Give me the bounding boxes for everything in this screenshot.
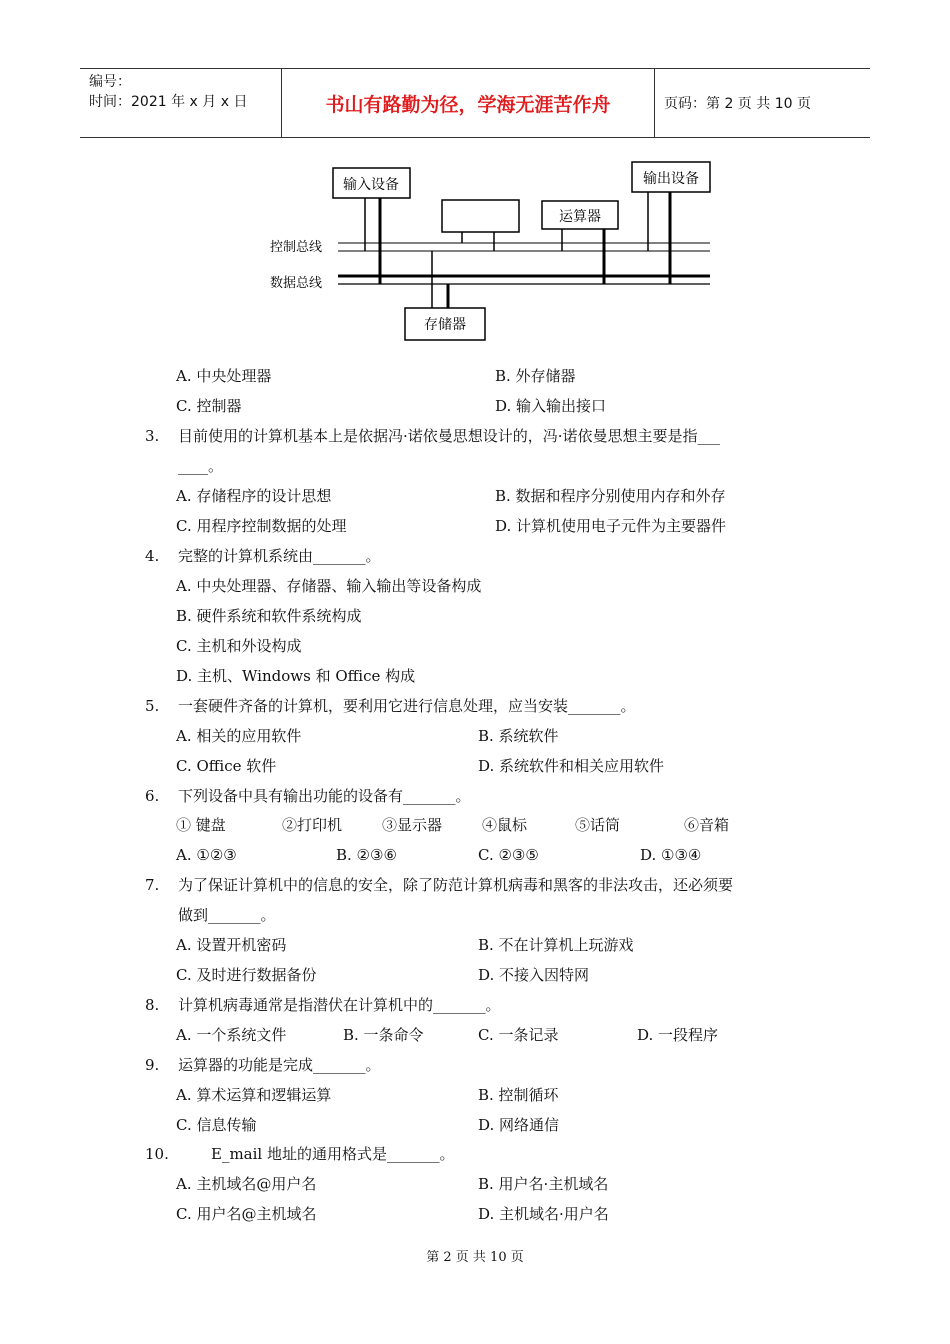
alu-label: 运算器	[559, 209, 601, 225]
q5-option-c: C. Office 软件	[176, 757, 277, 775]
q8-option-a: A. 一个系统文件	[176, 1026, 287, 1044]
q7-option-d: D. 不接入因特网	[478, 966, 590, 984]
q6-number: 6.	[145, 787, 160, 805]
q10-number: 10.	[145, 1145, 169, 1163]
memory-label: 存储器	[424, 317, 466, 333]
q9-option-d: D. 网络通信	[478, 1116, 560, 1134]
q6-item-1: ① 键盘	[176, 816, 226, 834]
q6-stem: 下列设备中具有输出功能的设备有_______。	[178, 787, 471, 805]
q5-option-d: D. 系统软件和相关应用软件	[478, 757, 665, 775]
q6-item-5: ⑤话筒	[575, 816, 621, 834]
q5-number: 5.	[145, 697, 160, 715]
q6-item-2: ②打印机	[282, 816, 343, 834]
q3-number: 3.	[145, 427, 160, 445]
q8-option-b: B. 一条命令	[343, 1026, 424, 1044]
q8-option-c: C. 一条记录	[478, 1026, 559, 1044]
q10-stem: E_mail 地址的通用格式是_______。	[211, 1145, 455, 1163]
q9-stem: 运算器的功能是完成_______。	[178, 1056, 381, 1074]
q6-item-3: ③显示器	[382, 816, 443, 834]
page-header	[80, 68, 870, 138]
q10-option-a: A. 主机域名@用户名	[176, 1175, 317, 1193]
header-meta	[80, 69, 282, 137]
page-footer: 第 2 页 共 10 页	[426, 1250, 524, 1265]
q9-option-b: B. 控制循环	[478, 1086, 559, 1104]
q5-option-a: A. 相关的应用软件	[176, 727, 302, 745]
header-motto: 书山有路勤为径，学海无涯苦作舟	[282, 69, 655, 137]
output-device-label: 输出设备	[643, 171, 699, 187]
data-bus-label: 数据总线	[270, 276, 323, 291]
q6-option-c: C. ②③⑤	[478, 846, 539, 864]
q6-option-a: A. ①②③	[176, 846, 237, 864]
q3-option-b: B. 数据和程序分别使用内存和外存	[495, 487, 726, 505]
q7-stem-line2: 做到_______。	[178, 906, 276, 924]
q4-option-b: B. 硬件系统和软件系统构成	[176, 607, 362, 625]
q5-stem: 一套硬件齐备的计算机，要利用它进行信息处理，应当安装_______。	[178, 697, 636, 715]
q7-option-a: A. 设置开机密码	[176, 936, 287, 954]
q6-item-4: ④鼠标	[482, 816, 528, 834]
q10-option-d: D. 主机域名·用户名	[478, 1205, 609, 1223]
q9-number: 9.	[145, 1056, 160, 1074]
q8-number: 8.	[145, 996, 160, 1014]
computer-architecture-diagram	[260, 150, 720, 350]
control-bus-label: 控制总线	[270, 240, 323, 255]
q4-number: 4.	[145, 547, 160, 565]
q2-option-b: B. 外存储器	[495, 367, 576, 385]
q10-option-b: B. 用户名·主机域名	[478, 1175, 609, 1193]
q6-item-6: ⑥音箱	[684, 816, 730, 834]
q7-option-b: B. 不在计算机上玩游戏	[478, 936, 634, 954]
q3-option-d: D. 计算机使用电子元件为主要器件	[495, 517, 727, 535]
blank-box	[442, 200, 519, 232]
q7-stem-line1: 为了保证计算机中的信息的安全，除了防范计算机病毒和黑客的非法攻击，还必须要	[178, 876, 734, 894]
q7-number: 7.	[145, 876, 160, 894]
q8-option-d: D. 一段程序	[637, 1026, 719, 1044]
doc-number-label: 编号：	[89, 74, 131, 90]
q4-stem: 完整的计算机系统由_______。	[178, 547, 381, 565]
q4-option-d: D. 主机、Windows 和 Office 构成	[176, 667, 416, 685]
q6-option-d: D. ①③④	[640, 846, 702, 864]
q3-option-a: A. 存储程序的设计思想	[176, 487, 332, 505]
q3-option-c: C. 用程序控制数据的处理	[176, 517, 347, 535]
q2-option-d: D. 输入输出接口	[495, 397, 607, 415]
q6-option-b: B. ②③⑥	[336, 846, 397, 864]
doc-time-label: 时间：2021 年 x 月 x 日	[89, 94, 248, 110]
q10-option-c: C. 用户名@主机域名	[176, 1205, 317, 1223]
q7-option-c: C. 及时进行数据备份	[176, 966, 317, 984]
q5-option-b: B. 系统软件	[478, 727, 559, 745]
q2-option-c: C. 控制器	[176, 397, 242, 415]
q3-stem-line2: ____。	[178, 457, 224, 475]
input-device-label: 输入设备	[343, 177, 399, 193]
q4-option-a: A. 中央处理器、存储器、输入输出等设备构成	[176, 577, 482, 595]
q8-stem: 计算机病毒通常是指潜伏在计算机中的_______。	[178, 996, 501, 1014]
header-page-info: 页码：第 2 页 共 10 页	[664, 96, 811, 112]
q9-option-c: C. 信息传输	[176, 1116, 257, 1134]
q3-stem-line1: 目前使用的计算机基本上是依据冯·诺依曼思想设计的，冯·诺依曼思想主要是指___	[178, 427, 721, 445]
q4-option-c: C. 主机和外设构成	[176, 637, 302, 655]
q2-option-a: A. 中央处理器	[176, 367, 272, 385]
q9-option-a: A. 算术运算和逻辑运算	[176, 1086, 332, 1104]
